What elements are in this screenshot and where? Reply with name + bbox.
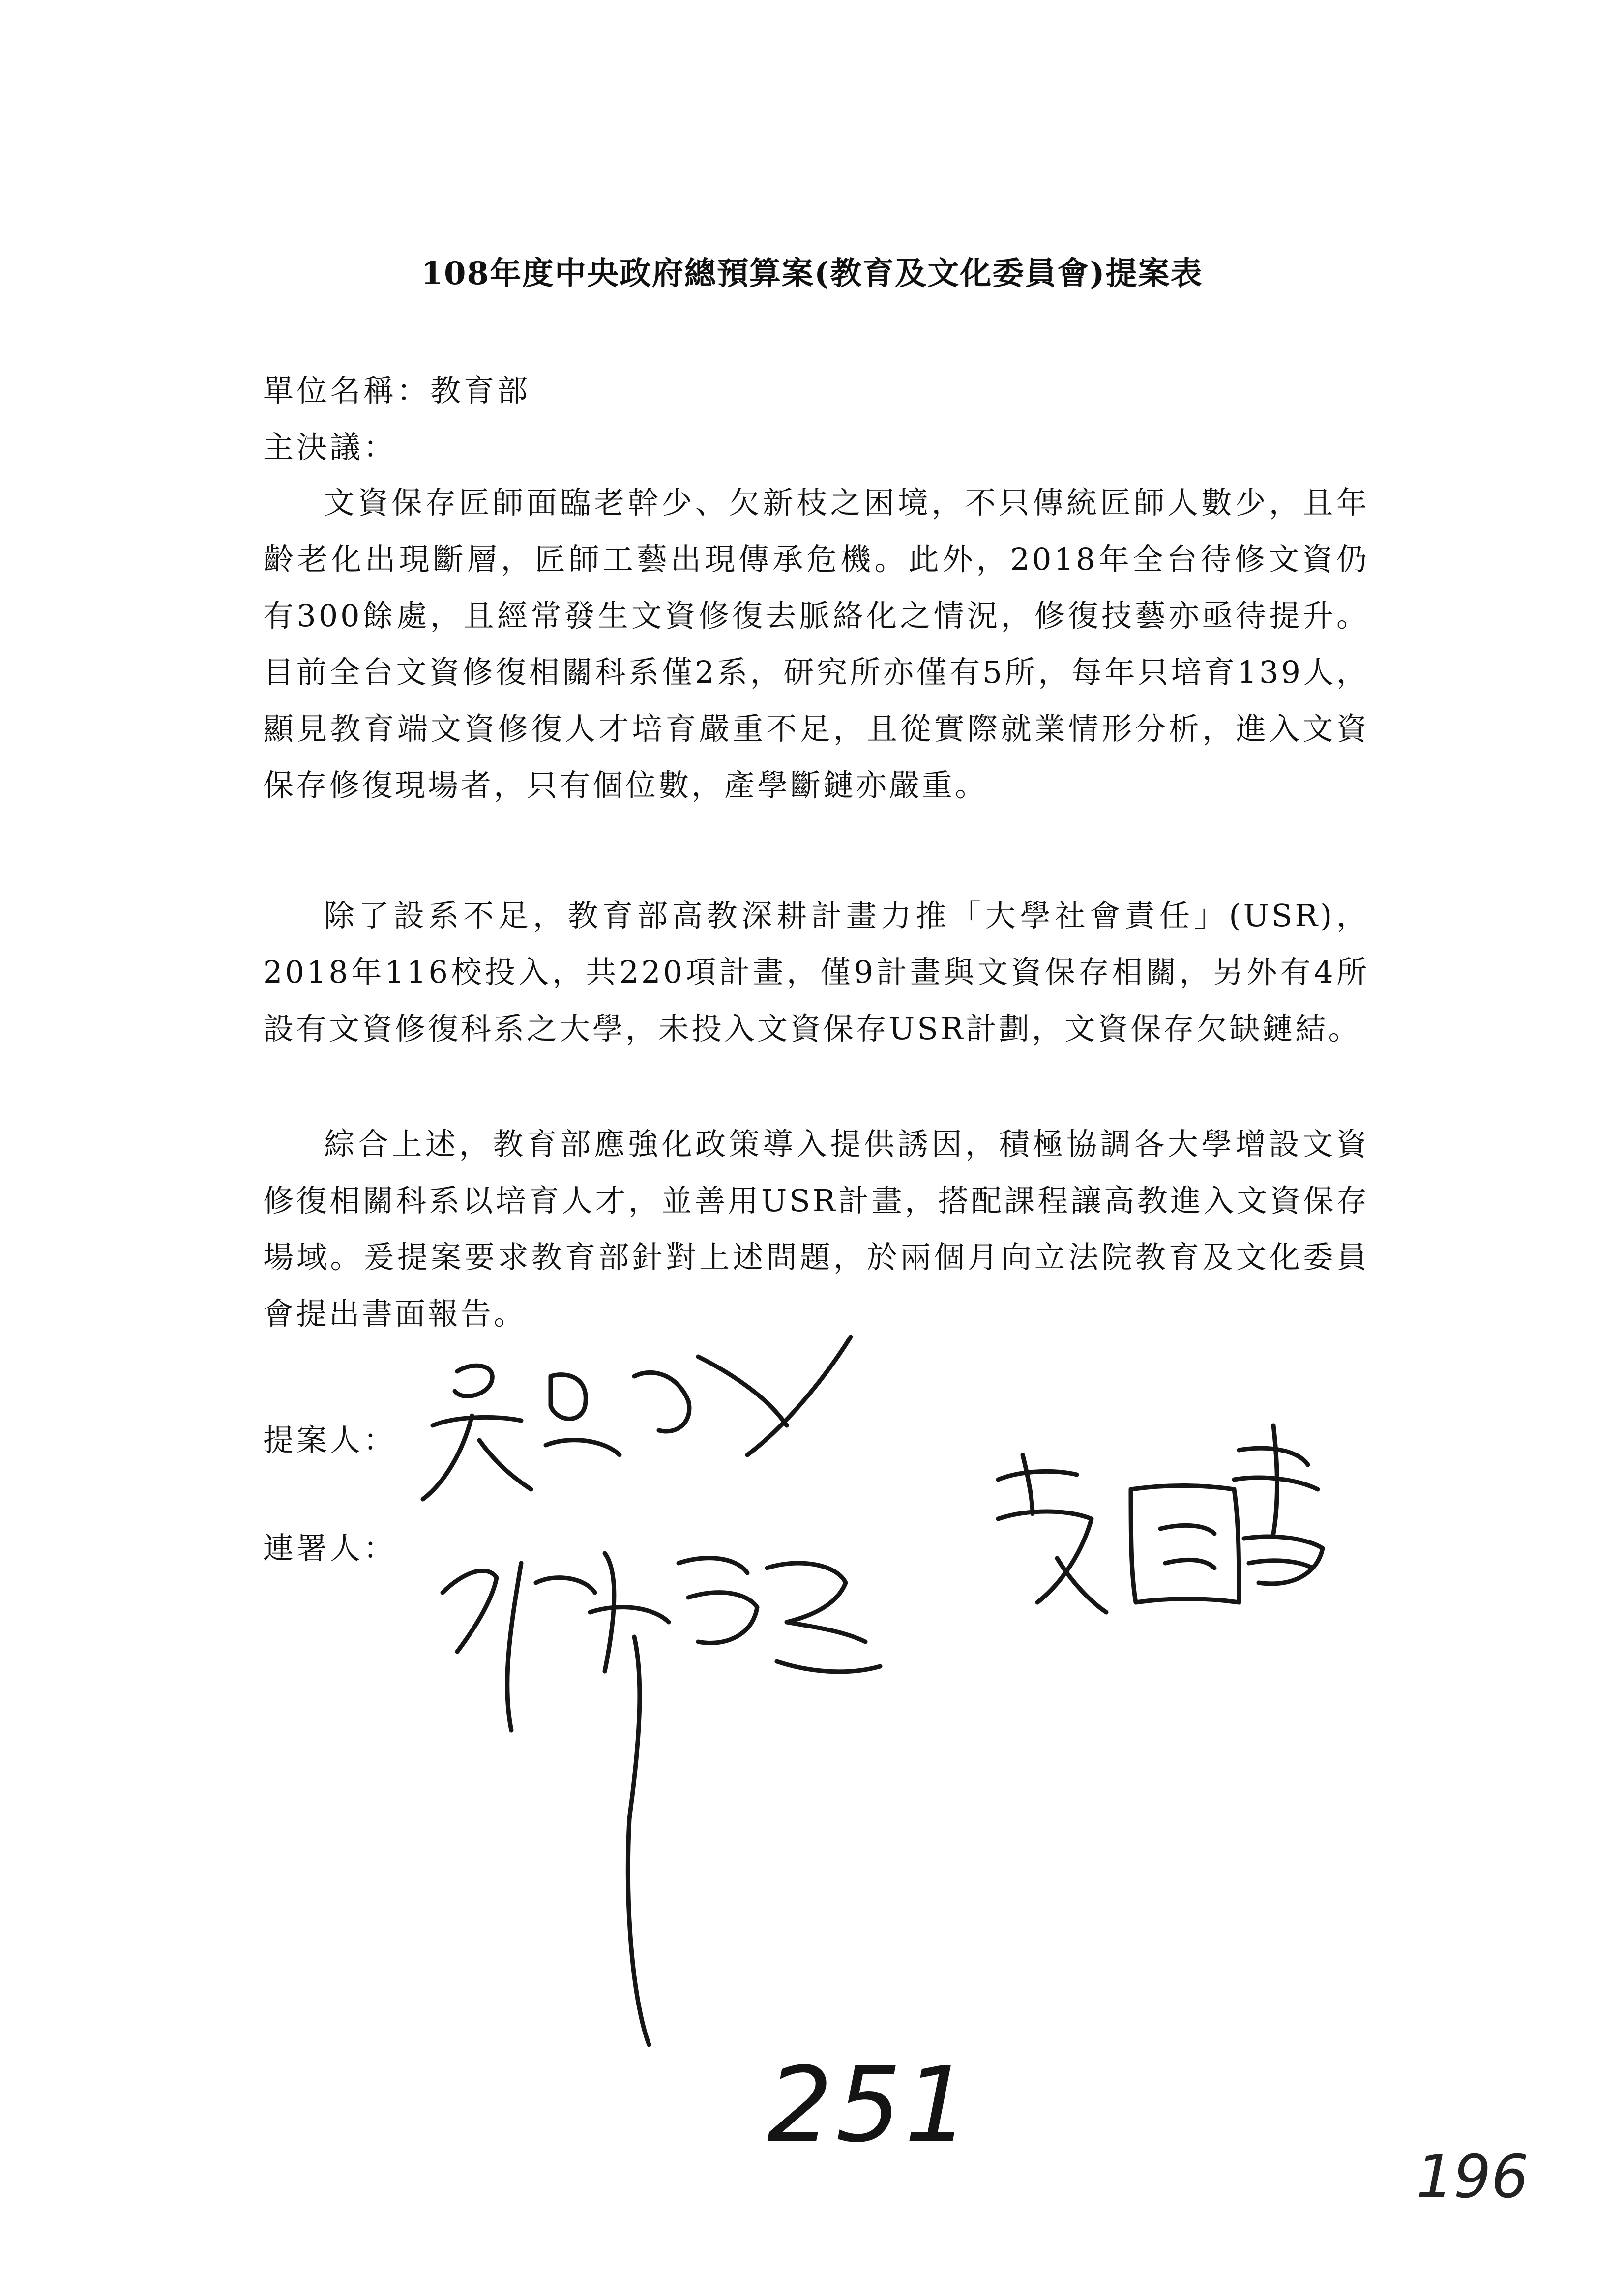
resolution-paragraph: 除了設系不足，教育部高教深耕計畫力推「大學社會責任」(USR)，2018年116校投入，共220項計畫，僅9計畫與文資保存相關，另外有4所設有文資修復科系之大學，未投入文資保存USR計劃，文資保存欠缺鏈結。 [263,898,1369,1046]
cosigner-signature [998,1425,1323,1612]
cosigner-label: 連署人： [263,1530,397,1566]
cosigner-signature [443,1553,880,2045]
folio-number-handwritten: 196 [1416,2143,1529,2211]
resolution-paragraph: 綜合上述，教育部應強化政策導入提供誘因，積極協調各大學增設文資修復相關科系以培育人才，並善用USR計畫，搭配課程讓高教進入文資保存場域。爰提案要求教育部針對上述問題，於兩個月向立法院教育及文化委員會提出書面報告。 [263,1126,1369,1332]
unit-name-line: 單位名稱：教育部 [263,373,531,408]
document-title: 108年度中央政府總預算案(教育及文化委員會)提案表 [421,255,1203,292]
resolution-paragraph: 文資保存匠師面臨老幹少、欠新枝之困境，不只傳統匠師人數少，且年齡老化出現斷層，匠師工藝出現傳承危機。此外，2018年全台待修文資仍有300餘處，且經常發生文資修復去脈絡化之情況，修復技藝亦亟待提升。目前全台文資修復相關科系僅2系，研究所亦僅有5所，每年只培育139人，顯見教育端文資修復人才培育嚴重不足，且從實際就業情形分析，進入文資保存修復現場者，只有個位數，產學斷鏈亦嚴重。 [263,485,1369,803]
page-number-handwritten: 251 [767,2045,973,2165]
main-resolution-label: 主決議： [263,429,397,465]
proposer-signature [423,1337,851,1499]
proposer-label: 提案人： [263,1422,397,1458]
